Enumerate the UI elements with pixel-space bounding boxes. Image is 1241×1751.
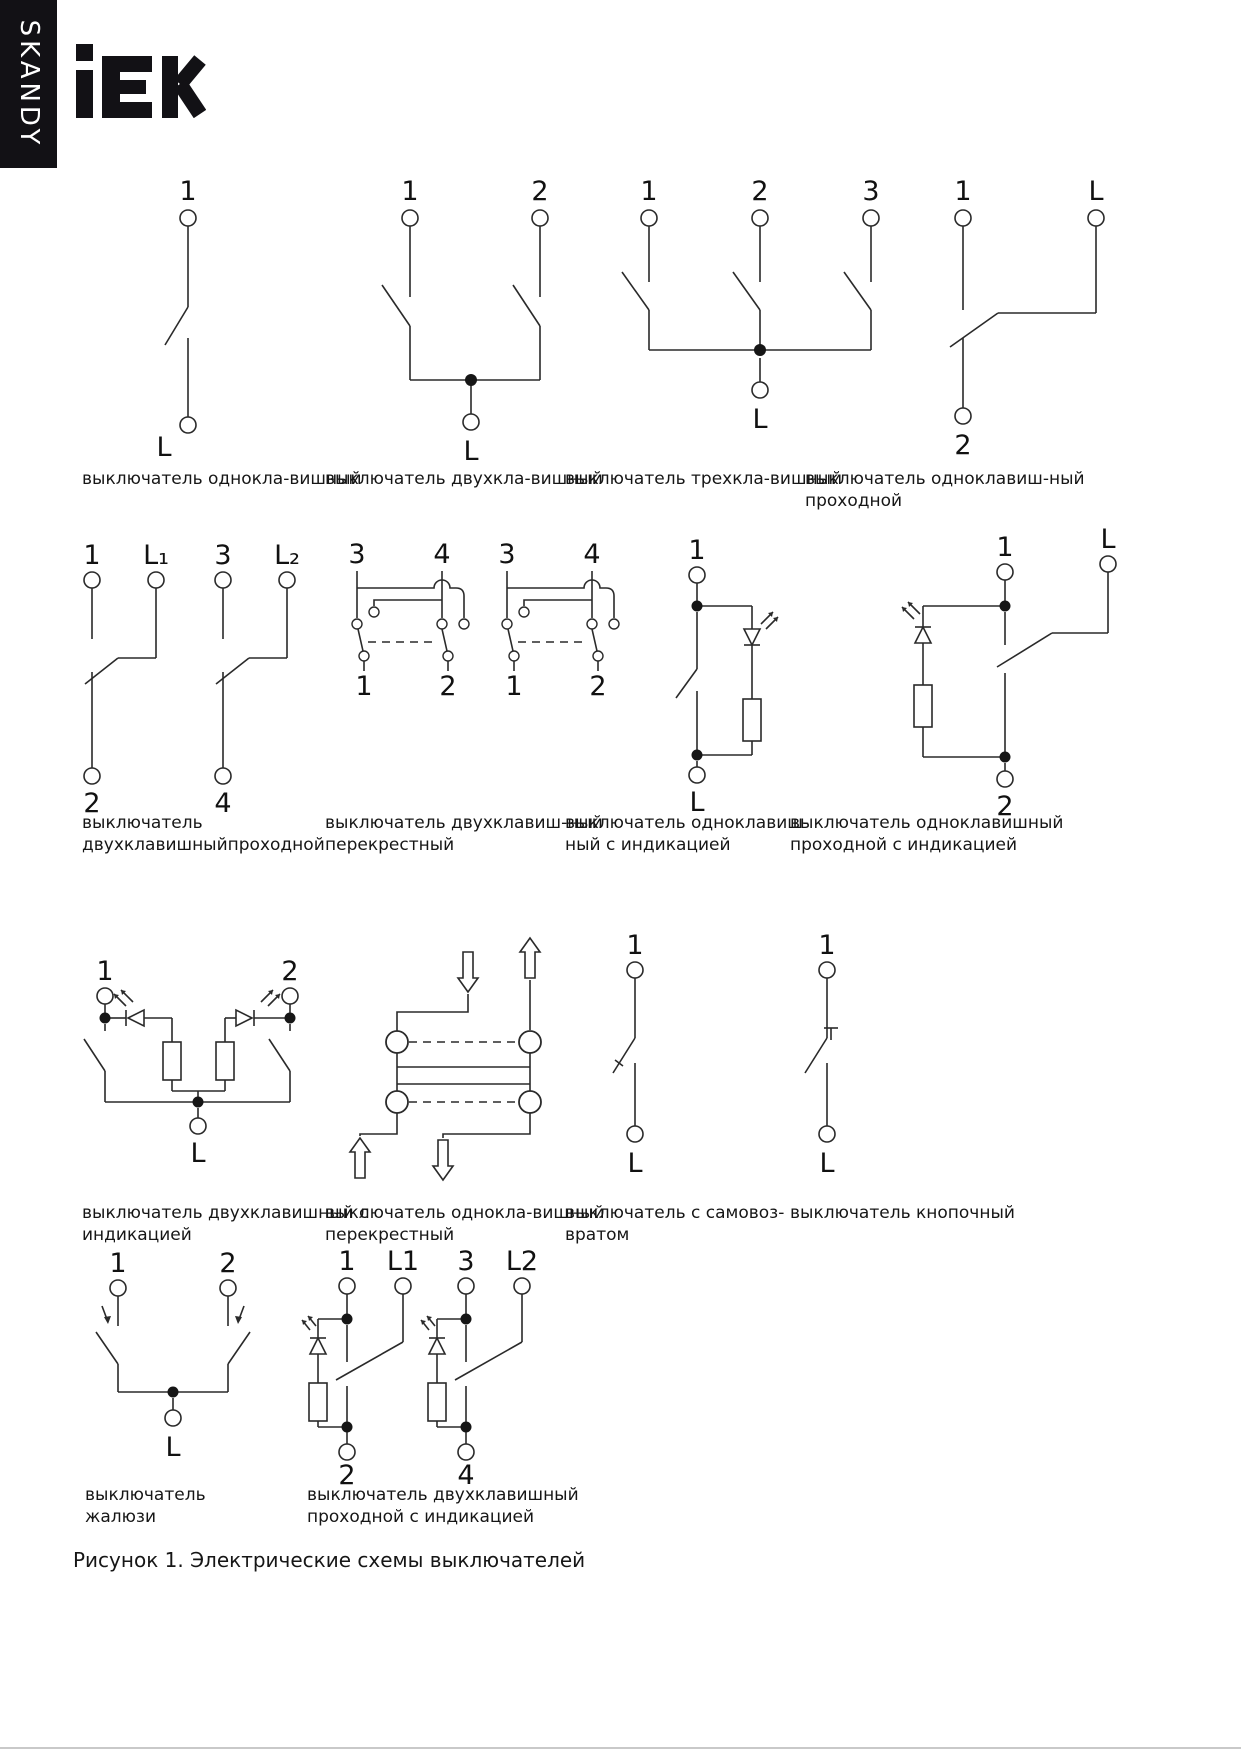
caption-line: выключатель однокла-вишный <box>82 469 362 489</box>
terminal-label: 1 <box>96 956 114 987</box>
caption-line: выключатель с самовоз- <box>565 1203 785 1223</box>
contact <box>359 651 369 661</box>
series-sidebar <box>0 0 57 168</box>
series-label: SKANDY <box>13 19 44 149</box>
junction-dot <box>342 1422 353 1433</box>
switch-blade <box>228 1332 250 1364</box>
terminal <box>955 408 971 424</box>
terminal-label: 3 <box>214 540 232 571</box>
diagram-triple-switch <box>560 160 900 470</box>
caption-line: проходной с индикацией <box>790 835 1018 855</box>
wiring <box>382 226 540 414</box>
diagram-blinds-switch <box>80 1250 280 1480</box>
terminal-label: 1 <box>355 671 373 702</box>
switch-blade <box>216 658 249 684</box>
caption-line: выключатель кнопочный <box>790 1203 1015 1223</box>
led-icon <box>421 1316 445 1354</box>
caption-double-two-way-indicator <box>307 1484 579 1528</box>
led-icon <box>302 1316 326 1354</box>
junction-dot <box>692 601 703 612</box>
terminal <box>215 768 231 784</box>
terminal <box>689 767 705 783</box>
terminal-label: 1 <box>505 671 523 702</box>
terminal-label: L <box>819 1148 835 1179</box>
contact <box>519 607 529 617</box>
terminal <box>395 1278 411 1294</box>
diagram-push-button <box>780 930 900 1200</box>
switch-blade <box>165 307 188 345</box>
contact <box>502 619 512 629</box>
switch-blade <box>336 1342 403 1380</box>
terminal-label: 2 <box>954 430 972 461</box>
spring-return-tick <box>615 1060 623 1066</box>
switch-blade <box>84 1039 105 1071</box>
terminal-label: 1 <box>83 540 101 571</box>
terminal-label: L <box>165 1432 181 1463</box>
intermediate-unit <box>498 539 619 702</box>
junction-dot <box>342 1314 353 1325</box>
junction-dot <box>461 1314 472 1325</box>
caption-line: выключатель одноклавиш-ный <box>805 469 1085 489</box>
terminal-label: 2 <box>751 176 769 207</box>
logo-e <box>102 56 152 118</box>
arrow-down-icon <box>458 952 478 992</box>
terminal-label: 2 <box>338 1460 356 1491</box>
terminal <box>997 771 1013 787</box>
caption-line: выключатель двухклавишный <box>307 1485 579 1505</box>
iek-logo <box>76 44 206 118</box>
led-icon <box>236 990 280 1026</box>
indicator-two-way-unit <box>421 1246 538 1491</box>
terminal-label: L1 <box>386 1246 420 1277</box>
wiring <box>360 980 530 1138</box>
led-icon <box>114 990 144 1026</box>
terminal-label: 2 <box>589 671 607 702</box>
terminal <box>532 210 548 226</box>
caption-triple-switch <box>565 468 842 490</box>
terminal <box>458 1278 474 1294</box>
wiring <box>622 226 871 382</box>
wiring <box>437 1294 522 1444</box>
diagram-single-two-way <box>900 160 1150 470</box>
wiring <box>165 226 188 417</box>
caption-line: выключатель двухклавишный с <box>82 1203 369 1223</box>
terminal-label: 1 <box>640 176 658 207</box>
caption-single-with-indicator <box>565 812 809 856</box>
switch-blade <box>455 1342 522 1380</box>
terminal <box>997 564 1013 580</box>
junction-dot <box>285 1013 296 1024</box>
terminal <box>215 572 231 588</box>
terminal-label: L <box>463 436 479 467</box>
caption-single-intermediate <box>325 1202 605 1246</box>
terminal <box>282 988 298 1004</box>
caption-line: выключатель <box>85 1485 206 1505</box>
diagram-single-switch <box>130 160 250 470</box>
intermediate-unit <box>348 539 469 702</box>
terminal-label: L2 <box>505 1246 539 1277</box>
caption-line: индикацией <box>82 1225 192 1245</box>
terminal-label: 3 <box>348 539 366 570</box>
terminal-label: L <box>156 432 172 463</box>
switch-blade <box>844 272 871 310</box>
caption-double-switch <box>325 468 603 490</box>
terminal-label: 2 <box>281 956 299 987</box>
terminal-label: 3 <box>498 539 516 570</box>
contact <box>386 1031 408 1053</box>
switch-blade <box>85 658 118 684</box>
junction-dot <box>1000 752 1011 763</box>
led-icon <box>744 612 778 645</box>
terminal <box>627 1126 643 1142</box>
caption-single-switch <box>82 468 362 490</box>
led-icon <box>902 602 931 643</box>
terminal <box>752 210 768 226</box>
terminal <box>819 1126 835 1142</box>
terminal <box>165 1410 181 1426</box>
diagram-double-switch <box>330 160 560 470</box>
terminal-label: 1 <box>626 930 644 961</box>
terminal <box>752 382 768 398</box>
terminal-label: L <box>190 1138 206 1169</box>
caption-line: выключатель двухкла-вишный <box>325 469 603 489</box>
caption-line: выключатель одноклавишный <box>790 813 1064 833</box>
resistor <box>309 1383 327 1421</box>
terminal <box>279 572 295 588</box>
terminal-label: L <box>689 787 705 818</box>
terminal-label: 1 <box>954 176 972 207</box>
terminal <box>819 962 835 978</box>
terminal <box>180 417 196 433</box>
junction-dot <box>461 1422 472 1433</box>
contact <box>386 1091 408 1113</box>
resistor <box>216 1042 234 1080</box>
arrow-up-icon <box>520 938 540 978</box>
switch-blade <box>442 629 447 651</box>
resistor <box>163 1042 181 1080</box>
terminal <box>180 210 196 226</box>
switch-blade <box>733 272 760 310</box>
contact <box>593 651 603 661</box>
caption-push-button <box>790 1202 1015 1224</box>
terminal-label: 1 <box>818 930 836 961</box>
junction-dot <box>193 1097 204 1108</box>
switch-blade <box>592 629 597 651</box>
wiring <box>950 226 1096 408</box>
terminal <box>339 1278 355 1294</box>
terminal <box>514 1278 530 1294</box>
terminal <box>863 210 879 226</box>
contact <box>459 619 469 629</box>
contact <box>519 1091 541 1113</box>
terminal-label: L₁ <box>143 540 169 571</box>
terminal-label: 4 <box>433 539 451 570</box>
switch-blade <box>96 1332 118 1364</box>
terminal-label: 1 <box>109 1248 127 1279</box>
switch-blade <box>358 629 363 651</box>
switch-blade <box>676 669 697 698</box>
caption-line: ный с индикацией <box>565 835 731 855</box>
terminal-label: L₂ <box>274 540 300 571</box>
caption-line: перекрестный <box>325 1225 455 1245</box>
junction-dot <box>100 1013 111 1024</box>
caption-line: выключатель однокла-вишный <box>325 1203 605 1223</box>
terminal-label: L <box>752 404 768 435</box>
contact <box>443 651 453 661</box>
wiring <box>923 572 1108 771</box>
contact <box>609 619 619 629</box>
resistor <box>428 1383 446 1421</box>
switch-blade <box>622 272 649 310</box>
logo-k-upper-leg <box>180 60 200 84</box>
diagram-single-two-way-indicator <box>880 515 1150 827</box>
switch-blade <box>508 629 513 651</box>
logo-i-dot <box>76 44 93 61</box>
logo-k-lower-leg <box>180 84 200 114</box>
arrow-down-icon <box>433 1140 453 1180</box>
switch-blade <box>513 285 540 326</box>
terminal-label: 2 <box>83 788 101 819</box>
terminal-label: 4 <box>457 1460 475 1491</box>
terminal <box>1088 210 1104 226</box>
caption-line: выключатель двухклавиш-ный <box>325 813 603 833</box>
terminal <box>402 210 418 226</box>
switch-blade <box>382 285 410 326</box>
terminal-label: L <box>1088 176 1104 207</box>
terminal-label: 3 <box>862 176 880 207</box>
caption-line: перекрестный <box>325 835 455 855</box>
diagram-single-intermediate <box>330 930 560 1195</box>
contact <box>369 607 379 617</box>
terminal-label: 2 <box>996 791 1014 822</box>
caption-line: вратом <box>565 1225 630 1245</box>
caption-line: проходной с индикацией <box>307 1507 535 1527</box>
terminal <box>190 1118 206 1134</box>
wiring <box>676 583 752 767</box>
diagram-double-intermediate <box>320 539 630 715</box>
terminal <box>689 567 705 583</box>
terminal-label: L <box>627 1148 643 1179</box>
caption-line: жалюзи <box>85 1507 156 1527</box>
terminal-label: 2 <box>219 1248 237 1279</box>
caption-single-two-way-indicator <box>790 812 1063 856</box>
terminal <box>84 768 100 784</box>
junction-dot <box>168 1387 179 1398</box>
resistor <box>914 685 932 727</box>
switch-blade <box>269 1039 290 1071</box>
diagram-double-two-way <box>60 540 310 840</box>
terminal-label: 2 <box>439 671 457 702</box>
logo-i-stem <box>76 70 93 118</box>
arrow-up-icon <box>350 1138 370 1178</box>
terminal-label: 4 <box>583 539 601 570</box>
terminal-label: 4 <box>214 788 232 819</box>
contact <box>587 619 597 629</box>
junction-dot <box>692 750 703 761</box>
contact <box>352 619 362 629</box>
terminal-label: 1 <box>179 176 197 207</box>
wiring <box>85 588 287 768</box>
diagram-double-two-way-indicator <box>300 1246 570 1495</box>
terminal-label: 1 <box>401 176 419 207</box>
switch-blade <box>613 1038 635 1073</box>
caption-double-two-way <box>82 812 325 856</box>
terminal <box>627 962 643 978</box>
terminal-label: 3 <box>457 1246 475 1277</box>
terminal-label: 2 <box>531 176 549 207</box>
terminal-label: 1 <box>996 532 1014 563</box>
caption-single-two-way <box>805 468 1085 512</box>
contact <box>509 651 519 661</box>
switch-blade <box>950 313 998 347</box>
wiring <box>613 978 635 1126</box>
caption-self-return <box>565 1202 784 1246</box>
terminal-label: L <box>1100 524 1116 555</box>
caption-double-intermediate <box>325 812 603 856</box>
terminal <box>463 414 479 430</box>
terminal-label: 1 <box>338 1246 356 1277</box>
wiring <box>318 1294 403 1444</box>
terminal <box>1100 556 1116 572</box>
caption-line: проходной <box>805 491 903 511</box>
diagram-self-return <box>590 930 710 1200</box>
diagram-single-with-indicator <box>620 535 800 835</box>
terminal <box>458 1444 474 1460</box>
terminal <box>955 210 971 226</box>
contact <box>437 619 447 629</box>
terminal <box>110 1280 126 1296</box>
switch-blade <box>805 1038 827 1073</box>
terminal <box>220 1280 236 1296</box>
terminal <box>84 572 100 588</box>
terminal-label: 1 <box>688 535 706 566</box>
wiring <box>84 1004 290 1118</box>
caption-line: выключатель трехкла-вишный <box>565 469 843 489</box>
caption-line: двухклавишныйпроходной <box>82 835 325 855</box>
terminal <box>148 572 164 588</box>
terminal <box>339 1444 355 1460</box>
caption-blinds <box>85 1484 206 1528</box>
terminal <box>641 210 657 226</box>
junction-dot <box>1000 601 1011 612</box>
figure-caption: Рисунок 1. Электрические схемы выключателей <box>73 1548 586 1572</box>
indicator-two-way-unit <box>302 1246 419 1491</box>
caption-line: выключатель <box>82 813 203 833</box>
caption-line: выключатель одноклавиш- <box>565 813 809 833</box>
junction-dot <box>465 374 477 386</box>
junction-dot <box>754 344 766 356</box>
terminal <box>97 988 113 1004</box>
wiring <box>805 978 838 1126</box>
contact <box>519 1031 541 1053</box>
diagram-double-with-indicator <box>70 956 320 1180</box>
resistor <box>743 699 761 741</box>
page-bottom-rule <box>0 1747 1241 1749</box>
